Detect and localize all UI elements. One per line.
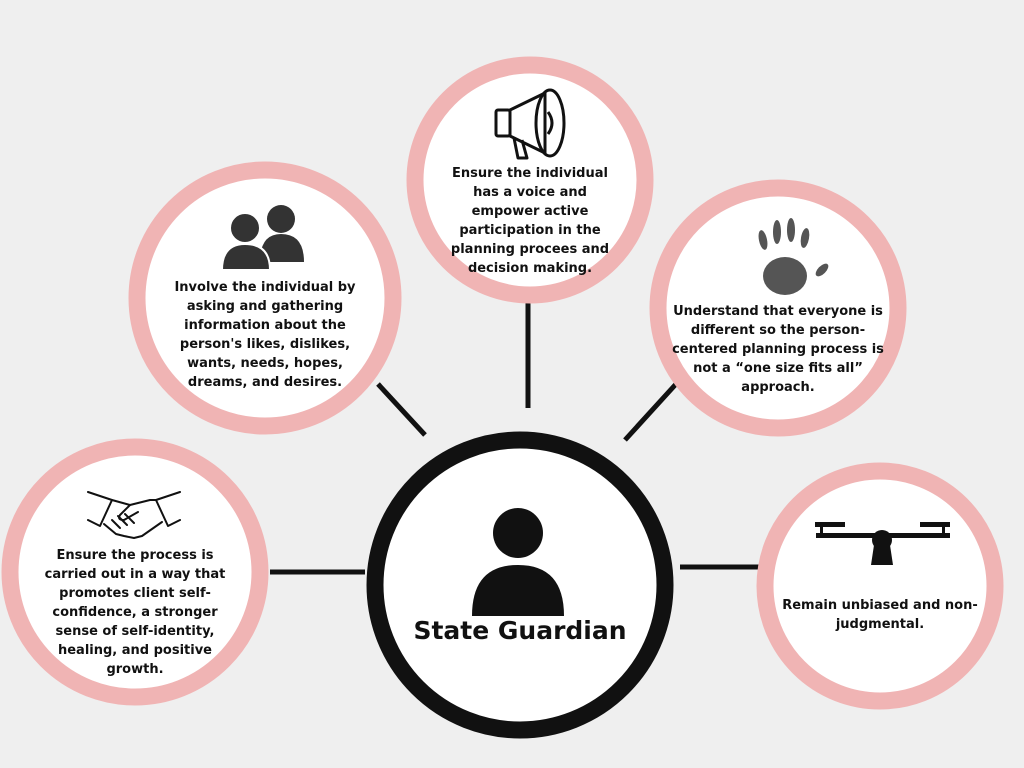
node-unbiased-text: Remain unbiased and non- judgmental. xyxy=(782,598,978,632)
node-unbiased-circle xyxy=(765,471,995,701)
center-label: State Guardian xyxy=(413,616,627,645)
connector-involve xyxy=(378,384,425,435)
node-voice-text: Ensure the individual has a voice and empower active participation in the planning procees and decision making. xyxy=(450,166,610,276)
node-involve-text: Involve the individual by asking and gathering information about the person's likes, dislikes, wants, needs, hopes, dreams, and desires. xyxy=(174,280,356,390)
node-understand-text: Understand that everyone is different so the person- centered planning process is not a “one size fits all” approach. xyxy=(672,304,884,395)
node-process-text: Ensure the process is carried out in a way that promotes client self- confidence, a stronger sense of self-identity, healing, and positive growth. xyxy=(44,548,226,677)
